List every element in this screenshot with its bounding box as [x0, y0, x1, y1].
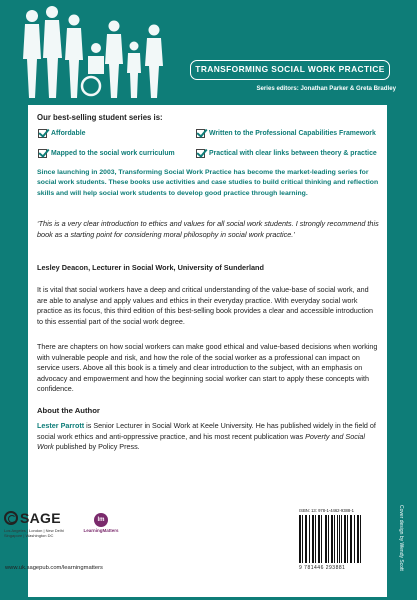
checkbox-icon	[196, 129, 205, 138]
series-intro: Since launching in 2003, Transforming Social Work Practice has become the market-leading series for social work students. These books use activities and case studies to build critical thinking and reflection skills and will help social work students to develop good practice through learning.	[37, 169, 379, 197]
people-silhouettes	[20, 6, 170, 98]
feature-item: Affordable	[38, 129, 85, 138]
checkbox-icon	[38, 129, 47, 138]
about-author-text: Lester Parrott is Senior Lecturer in Social Work at Keele University. He has published widely in the field of social work ethics and anti-oppressive practice, and his most recent publication was Poverty and Social Work published by Policy Press.	[37, 421, 376, 452]
sage-logo: SAGE Los Angeles | London | New Delhi Singapore | Washington DC	[4, 510, 64, 538]
checkbox-icon	[196, 149, 205, 158]
cover-design-credit: Cover design by Wendy Scott	[398, 505, 404, 571]
learning-matters-icon: lm	[94, 513, 108, 527]
author-name: Lester Parrott	[37, 421, 85, 430]
quote-attribution: Lesley Deacon, Lecturer in Social Work, University of Sunderland	[37, 263, 264, 272]
review-quote: ‘This is a very clear introduction to ethics and values for all social work students. I strongly recommend this book as a starting point for considering moral philosophy in social work practice.’	[37, 219, 379, 239]
book-title: Poverty and Social Work	[37, 431, 366, 452]
description-paragraph-2: There are chapters on how social workers can make good ethical and value-based decisions when working with vulnerable people and risk, and how the role of the social worker as a professional can impact on service users. Above all this book is a timely and clear introduction to the subject, with an emphasis on advocacy and empowerment and how the beginning social worker can start to apply these concepts with confidence.	[37, 342, 378, 394]
publisher-url[interactable]: www.uk.sagepub.com/learningmatters	[5, 565, 103, 571]
feature-item: Mapped to the social work curriculum	[38, 149, 175, 158]
series-editors: Series editors: Jonathan Parker & Greta Bradley	[256, 85, 396, 92]
series-title: TRANSFORMING SOCIAL WORK PRACTICE	[195, 64, 385, 74]
learning-matters-logo: lm LearningMatters	[81, 513, 121, 533]
isbn-text: ISBN: 13: 978-1-4462-9388-1	[299, 508, 354, 513]
barcode-bars	[297, 515, 363, 565]
checkbox-icon	[38, 149, 47, 158]
description-paragraph-1: It is vital that social workers have a deep and critical understanding of the value-base of social work, and are able to analyse and apply values and ethics in their everyday practice. With everyday social work practice as its focus, this third edition of this best-selling book provides a clear and accessible introduction to this essential part of the social work degree.	[37, 285, 373, 326]
sage-logo-icon	[4, 511, 18, 525]
about-author-heading: About the Author	[37, 406, 100, 415]
series-title-box	[190, 60, 390, 80]
feature-item: Practical with clear links between theory & practice	[196, 149, 377, 158]
barcode	[297, 508, 363, 578]
barcode-number: 9 781446 293881	[299, 565, 346, 571]
features-heading: Our best-selling student series is:	[37, 113, 163, 122]
feature-item: Written to the Professional Capabilities Framework	[196, 129, 376, 138]
